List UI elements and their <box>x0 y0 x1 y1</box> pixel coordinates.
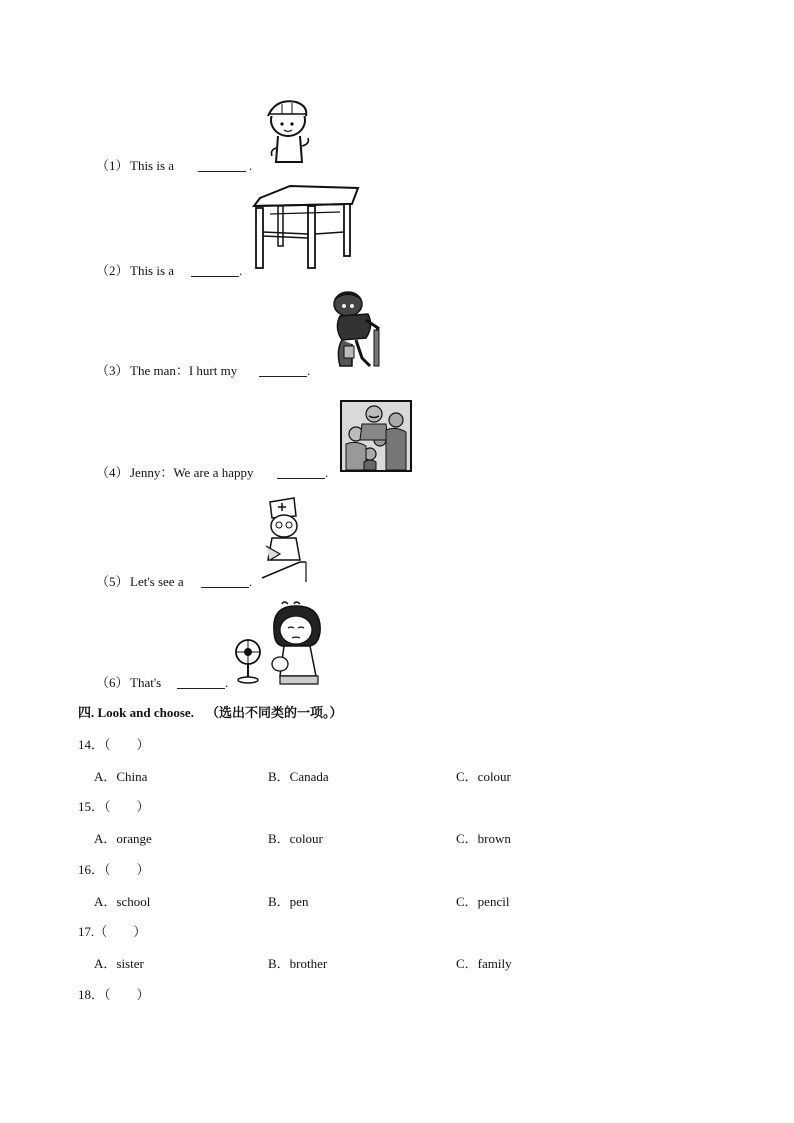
answer-blank[interactable] <box>259 376 307 377</box>
option-b[interactable]: B．colour <box>268 831 323 846</box>
item-text: Jenny：We are a happy <box>130 465 254 480</box>
option-a[interactable]: A．sister <box>94 956 144 971</box>
question-number[interactable]: 16．（ ） <box>78 862 150 877</box>
item-number: （1） <box>96 158 129 173</box>
answer-blank[interactable] <box>277 478 325 479</box>
question-number[interactable]: 17.（ ） <box>78 924 147 939</box>
item-number: （4） <box>96 465 129 480</box>
item-period: . <box>307 363 311 378</box>
item-period: . <box>249 158 253 173</box>
question-number[interactable]: 18．（ ） <box>78 987 150 1002</box>
item-text: Let's see a <box>130 574 184 589</box>
answer-blank[interactable] <box>198 171 246 172</box>
family-picture <box>340 400 412 472</box>
option-a[interactable]: A．China <box>94 769 148 784</box>
item-period: . <box>239 263 243 278</box>
item-number: （6） <box>96 675 129 690</box>
item-period: . <box>225 675 229 690</box>
answer-blank[interactable] <box>201 587 249 588</box>
option-c[interactable]: C．pencil <box>456 894 510 909</box>
item-number: （5） <box>96 574 129 589</box>
item-text: That's <box>130 675 162 690</box>
question-number[interactable]: 15．（ ） <box>78 799 150 814</box>
item-text: This is a <box>130 158 175 173</box>
girl-fan-picture <box>234 600 344 686</box>
section-instruction: （选出不同类的一项。） <box>206 705 343 720</box>
injured-man-picture <box>318 288 394 372</box>
desk-picture <box>250 184 362 272</box>
option-c[interactable]: C．colour <box>456 769 511 784</box>
answer-blank[interactable] <box>177 688 225 689</box>
item-period: . <box>325 465 329 480</box>
doctor-picture <box>256 496 314 584</box>
option-b[interactable]: B．pen <box>268 894 309 909</box>
question-number[interactable]: 14．（ ） <box>78 737 150 752</box>
option-a[interactable]: A．school <box>94 894 151 909</box>
option-b[interactable]: B．Canada <box>268 769 329 784</box>
item-number: （2） <box>96 263 129 278</box>
option-a[interactable]: A．orange <box>94 831 152 846</box>
item-text: The man：I hurt my <box>130 363 238 378</box>
answer-blank[interactable] <box>191 276 239 277</box>
option-b[interactable]: B．brother <box>268 956 328 971</box>
item-text: This is a <box>130 263 175 278</box>
option-c[interactable]: C．family <box>456 956 512 971</box>
boy-picture <box>262 98 322 168</box>
section-title: 四. Look and choose. <box>78 705 194 720</box>
item-number: （3） <box>96 363 129 378</box>
option-c[interactable]: C．brown <box>456 831 511 846</box>
item-period: . <box>249 574 253 589</box>
